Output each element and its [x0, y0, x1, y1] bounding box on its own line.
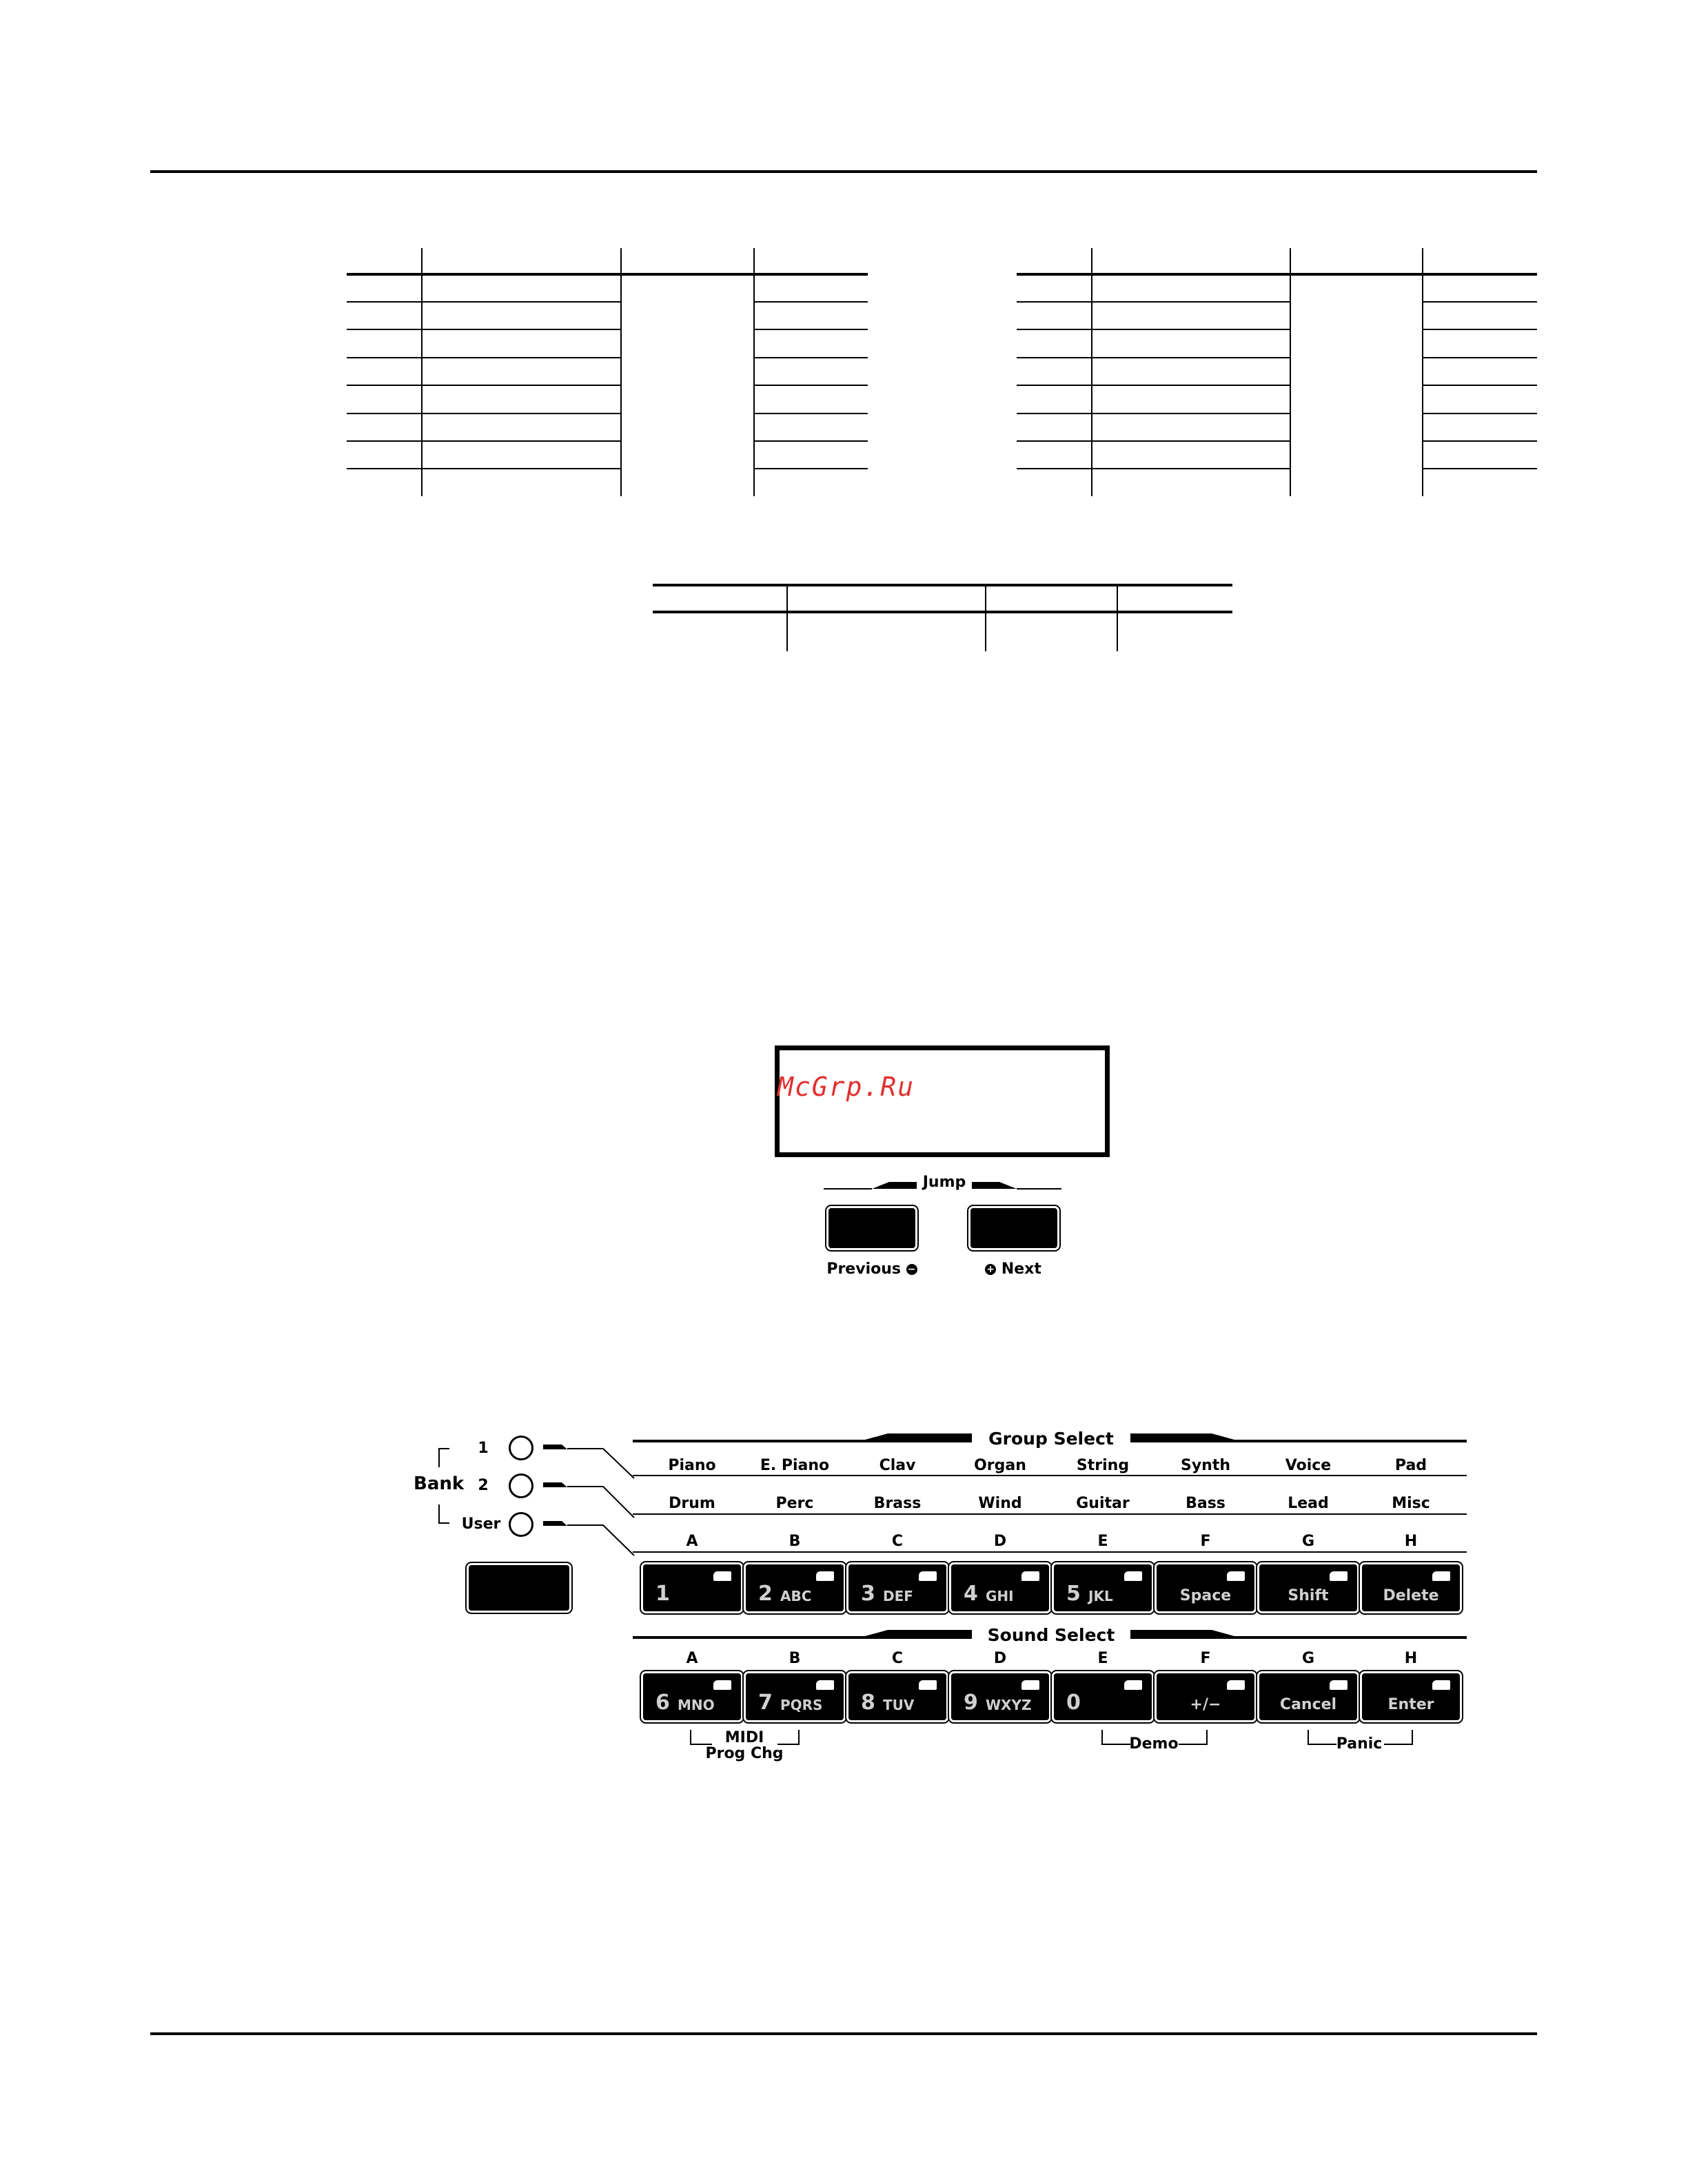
- panic-label: Panic: [1336, 1735, 1383, 1753]
- led-indicator: [1021, 1571, 1039, 1581]
- sound-letter-c: C: [891, 1650, 904, 1667]
- shift-key[interactable]: Shift: [1259, 1564, 1357, 1611]
- bank-2-led: [509, 1473, 533, 1498]
- bank-user-led: [509, 1512, 533, 1537]
- group-brass: Brass: [873, 1495, 922, 1512]
- jump-label: Jump: [922, 1174, 966, 1191]
- led-indicator: [816, 1571, 834, 1581]
- sound-letter-a: A: [686, 1650, 698, 1667]
- previous-button[interactable]: [828, 1208, 915, 1248]
- led-indicator: [713, 1571, 731, 1581]
- bank-bracket-bottom: [438, 1504, 449, 1524]
- sound-key-0[interactable]: 0: [1054, 1673, 1152, 1720]
- user-group-d: D: [993, 1533, 1007, 1550]
- group-pad: Pad: [1394, 1457, 1427, 1474]
- group-e-piano: E. Piano: [760, 1457, 830, 1474]
- bank-2-label: 2: [478, 1477, 489, 1494]
- demo-label: Demo: [1129, 1735, 1179, 1753]
- delete-key[interactable]: Delete: [1362, 1564, 1460, 1611]
- sound-letter-h: H: [1404, 1650, 1418, 1667]
- user-group-c: C: [891, 1533, 904, 1550]
- led-indicator: [1227, 1571, 1245, 1581]
- sound-letter-g: G: [1301, 1650, 1315, 1667]
- panic-bracket-right: [1384, 1730, 1413, 1745]
- led-indicator: [1124, 1680, 1142, 1690]
- sound-key-8[interactable]: 8 TUV: [848, 1673, 946, 1720]
- group-voice: Voice: [1285, 1457, 1332, 1474]
- led-indicator: [713, 1680, 731, 1690]
- midi-bracket-left: [690, 1730, 712, 1745]
- top-rule: [150, 170, 1537, 173]
- prog-chg-label: Prog Chg: [705, 1745, 784, 1762]
- led-indicator: [816, 1680, 834, 1690]
- bank-user-label: User: [461, 1515, 501, 1533]
- group-misc: Misc: [1392, 1495, 1430, 1512]
- sound-key-6[interactable]: 6 MNO: [643, 1673, 741, 1720]
- led-indicator: [1432, 1571, 1450, 1581]
- group-clav: Clav: [879, 1457, 916, 1474]
- group-key-1[interactable]: 1: [643, 1564, 741, 1611]
- space-key[interactable]: Space: [1157, 1564, 1254, 1611]
- led-indicator: [1124, 1571, 1142, 1581]
- next-label: + Next: [975, 1261, 1051, 1278]
- previous-label: Previous −: [824, 1261, 920, 1278]
- group-synth: Synth: [1180, 1457, 1231, 1474]
- sound-letter-b: B: [789, 1650, 801, 1667]
- bottom-rule: [150, 2032, 1537, 2035]
- bank-label: Bank: [414, 1473, 465, 1494]
- sound-key-7[interactable]: 7 PQRS: [746, 1673, 844, 1720]
- enter-key[interactable]: Enter: [1362, 1673, 1460, 1720]
- sound-key-9[interactable]: 9 WXYZ: [951, 1673, 1049, 1720]
- user-group-g: G: [1301, 1533, 1315, 1550]
- sound-letter-f: F: [1200, 1650, 1211, 1667]
- group-guitar: Guitar: [1076, 1495, 1130, 1512]
- watermark: McGrp.Ru: [777, 1072, 915, 1102]
- group-select-title: Group Select: [972, 1429, 1130, 1449]
- led-indicator: [1330, 1571, 1348, 1581]
- midi-label: MIDI: [724, 1729, 764, 1746]
- led-indicator: [1432, 1680, 1450, 1690]
- led-indicator: [1330, 1680, 1348, 1690]
- group-perc: Perc: [775, 1495, 814, 1512]
- sound-letter-d: D: [993, 1650, 1007, 1667]
- user-group-a: A: [686, 1533, 698, 1550]
- midi-bracket-right: [777, 1730, 800, 1745]
- plus-circle-icon: +: [985, 1264, 996, 1275]
- cancel-key[interactable]: Cancel: [1259, 1673, 1357, 1720]
- user-group-e: E: [1097, 1533, 1108, 1550]
- bank-connectors: [541, 1437, 644, 1561]
- group-drum: Drum: [669, 1495, 715, 1512]
- group-lead: Lead: [1288, 1495, 1329, 1512]
- sound-letter-e: E: [1097, 1650, 1108, 1667]
- row-line-3: [633, 1551, 1467, 1553]
- led-indicator: [919, 1571, 937, 1581]
- row-line-2: [633, 1513, 1467, 1515]
- next-button[interactable]: [970, 1208, 1057, 1248]
- led-indicator: [1021, 1680, 1039, 1690]
- plus-minus-key[interactable]: +/−: [1157, 1673, 1254, 1720]
- user-group-b: B: [789, 1533, 801, 1550]
- bank-1-label: 1: [478, 1440, 489, 1457]
- led-indicator: [919, 1680, 937, 1690]
- group-piano: Piano: [668, 1457, 716, 1474]
- row-line-1: [633, 1475, 1467, 1476]
- bank-button[interactable]: [469, 1565, 569, 1611]
- minus-circle-icon: −: [906, 1264, 917, 1275]
- group-wind: Wind: [978, 1495, 1022, 1512]
- group-key-2[interactable]: 2 ABC: [746, 1564, 844, 1611]
- group-key-3[interactable]: 3 DEF: [848, 1564, 946, 1611]
- group-organ: Organ: [974, 1457, 1026, 1474]
- group-string: String: [1076, 1457, 1130, 1474]
- user-group-f: F: [1200, 1533, 1211, 1550]
- sound-select-title: Sound Select: [972, 1625, 1130, 1645]
- group-bass: Bass: [1186, 1495, 1226, 1512]
- group-key-5[interactable]: 5 JKL: [1054, 1564, 1152, 1611]
- bank-1-led: [509, 1436, 533, 1460]
- user-group-h: H: [1404, 1533, 1418, 1550]
- demo-bracket-right: [1179, 1730, 1208, 1745]
- group-key-4[interactable]: 4 GHI: [951, 1564, 1049, 1611]
- led-indicator: [1227, 1680, 1245, 1690]
- bank-bracket-top: [438, 1448, 449, 1467]
